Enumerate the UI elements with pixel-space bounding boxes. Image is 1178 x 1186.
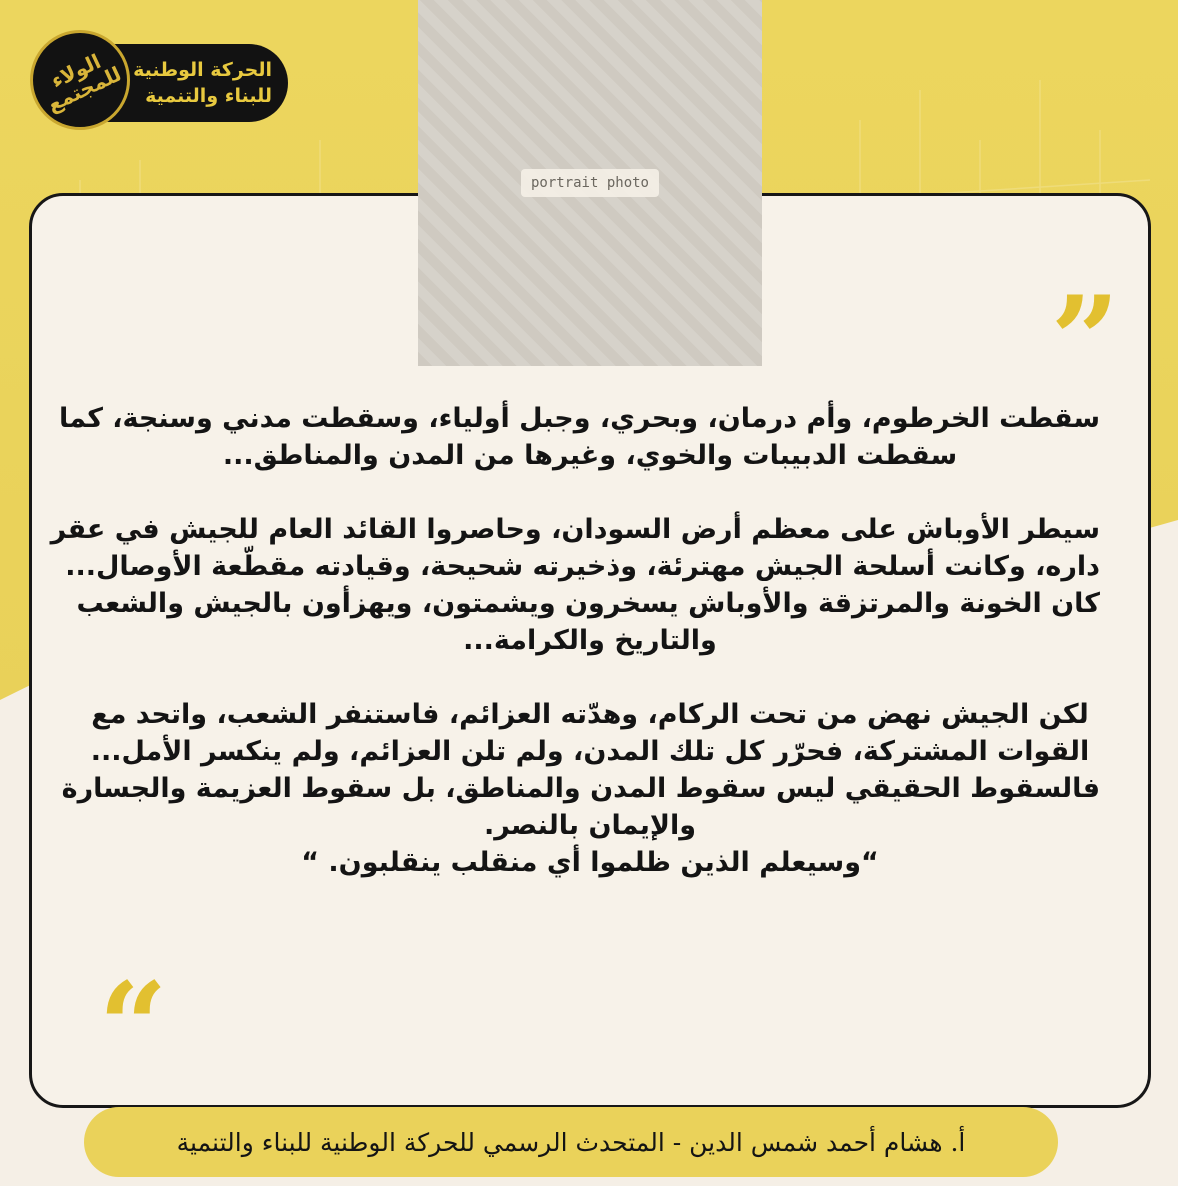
speaker-photo: [418, 0, 762, 366]
quote-body: [50, 400, 1100, 1097]
quote-paragraph-1: [58, 400, 1100, 474]
quote-line: سيطر الأوباش على معظم أرض السودان، وحاصروا القائد العام للجيش في عقر: [50, 514, 1100, 545]
photo-placeholder: [418, 0, 762, 366]
photo-placeholder-label: portrait photo: [521, 169, 659, 197]
logo-emblem: [30, 30, 130, 130]
quote-paragraph-2: [50, 511, 1100, 659]
logo-emblem-text: الولاء للمجتمع: [43, 49, 125, 117]
close-quote-icon: “: [98, 956, 168, 1097]
quote-line: سقطت الخرطوم، وأم درمان، وبحري، وجبل أولياء، وسقطت مدني وسنجة، كما: [58, 403, 1100, 434]
quote-line: لكن الجيش نهض من تحت الركام، وهدّته العزائم، فاستنفر الشعب، واتحد مع: [91, 699, 1089, 730]
quote-line: داره، وكانت أسلحة الجيش مهترئة، وذخيرته شحيحة، وقيادته مقطّعة الأوصال...: [65, 551, 1100, 582]
attribution-text: أ. هشام أحمد شمس الدين - المتحدث الرسمي للحركة الوطنية للبناء والتنمية: [176, 1127, 966, 1157]
logo-name-line1: الحركة الوطنية: [133, 59, 272, 81]
quote-line: والتاريخ والكرامة...: [463, 625, 717, 656]
quote-line: “وسيعلم الذين ظلموا أي منقلب ينقلبون. “: [301, 847, 879, 878]
logo-name-line2: للبناء والتنمية: [145, 85, 272, 107]
organization-logo: [30, 30, 290, 130]
quote-line: والإيمان بالنصر.: [483, 810, 697, 841]
quote-line: القوات المشتركة، فحرّر كل تلك المدن، ولم تلن العزائم، ولم ينكسر الأمل...: [90, 736, 1090, 767]
quote-paragraph-3: [61, 696, 1100, 881]
attribution-banner: [84, 1107, 1058, 1177]
open-quote-icon: ”: [1050, 270, 1120, 411]
quote-line: كان الخونة والمرتزقة والأوباش يسخرون ويشمتون، ويهزأون بالجيش والشعب: [76, 588, 1100, 619]
quote-line: سقطت الدبيبات والخوي، وغيرها من المدن والمناطق...: [222, 440, 958, 471]
quote-line: فالسقوط الحقيقي ليس سقوط المدن والمناطق، بل سقوط العزيمة والجسارة: [61, 773, 1100, 804]
